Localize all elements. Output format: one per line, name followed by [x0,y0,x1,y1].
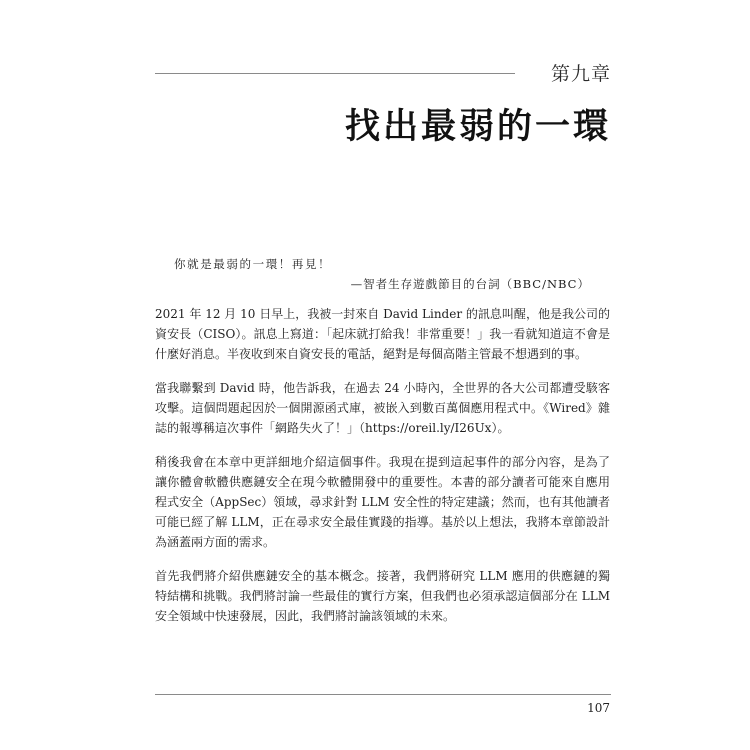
epigraph-source: —智者生存遊戲節目的台詞（BBC/NBC） [350,277,590,291]
paragraph-1: 2021 年 12 月 10 日早上，我被一封來自 David Linder 的訊息叫醒，他是我公司的資安長（CISO）。訊息上寫道：「起床就打給我！非常重要！」我一看就知道這不會是什麼好消息。半夜收到來自資安長的電話，絕對是每個高階主管最不想遇到的事。 [155,307,610,361]
header-rule [155,73,515,74]
chapter-header [155,60,611,88]
body-text [155,304,610,640]
chapter-title: 找出最弱的一環 [344,107,611,147]
paragraph-3: 稍後我會在本章中更詳細地介紹這個事件。我現在提到這起事件的部分內容，是為了讓你體會軟體供應鏈安全在現今軟體開發中的重要性。本書的部分讀者可能來自應用程式安全（AppSec）領域，尋求針對 LLM 安全性的特定建議；然而，也有其他讀者可能已經了解 LLM，正在尋求安全最佳實踐的指導。基於以上想法，我將本章節設計為涵蓋兩方面的需求。 [155,455,610,549]
footer-rule [155,694,611,695]
paragraph-4: 首先我們將介紹供應鏈安全的基本概念。接著，我們將研究 LLM 應用的供應鏈的獨特結構和挑戰。我們將討論一些最佳的實行方案，但我們也必須承認這個部分在 LLM 安全領域中快速發展，因此，我們將討論該領域的未來。 [155,569,610,623]
epigraph-quote: 你就是最弱的一環！再見！ [174,257,332,271]
paragraph-2: 當我聯繫到 David 時，他告訴我，在過去 24 小時內，全世界的各大公司都遭受駭客攻擊。這個問題起因於一個開源函式庫，被嵌入到數百萬個應用程式中。《Wired》雜誌的報導稱這次事件「網路失火了！」（https://oreil.ly/I26Ux）。 [155,381,610,435]
chapter-label: 第九章 [550,63,611,85]
epigraph [174,254,604,294]
page-number: 107 [587,701,610,715]
